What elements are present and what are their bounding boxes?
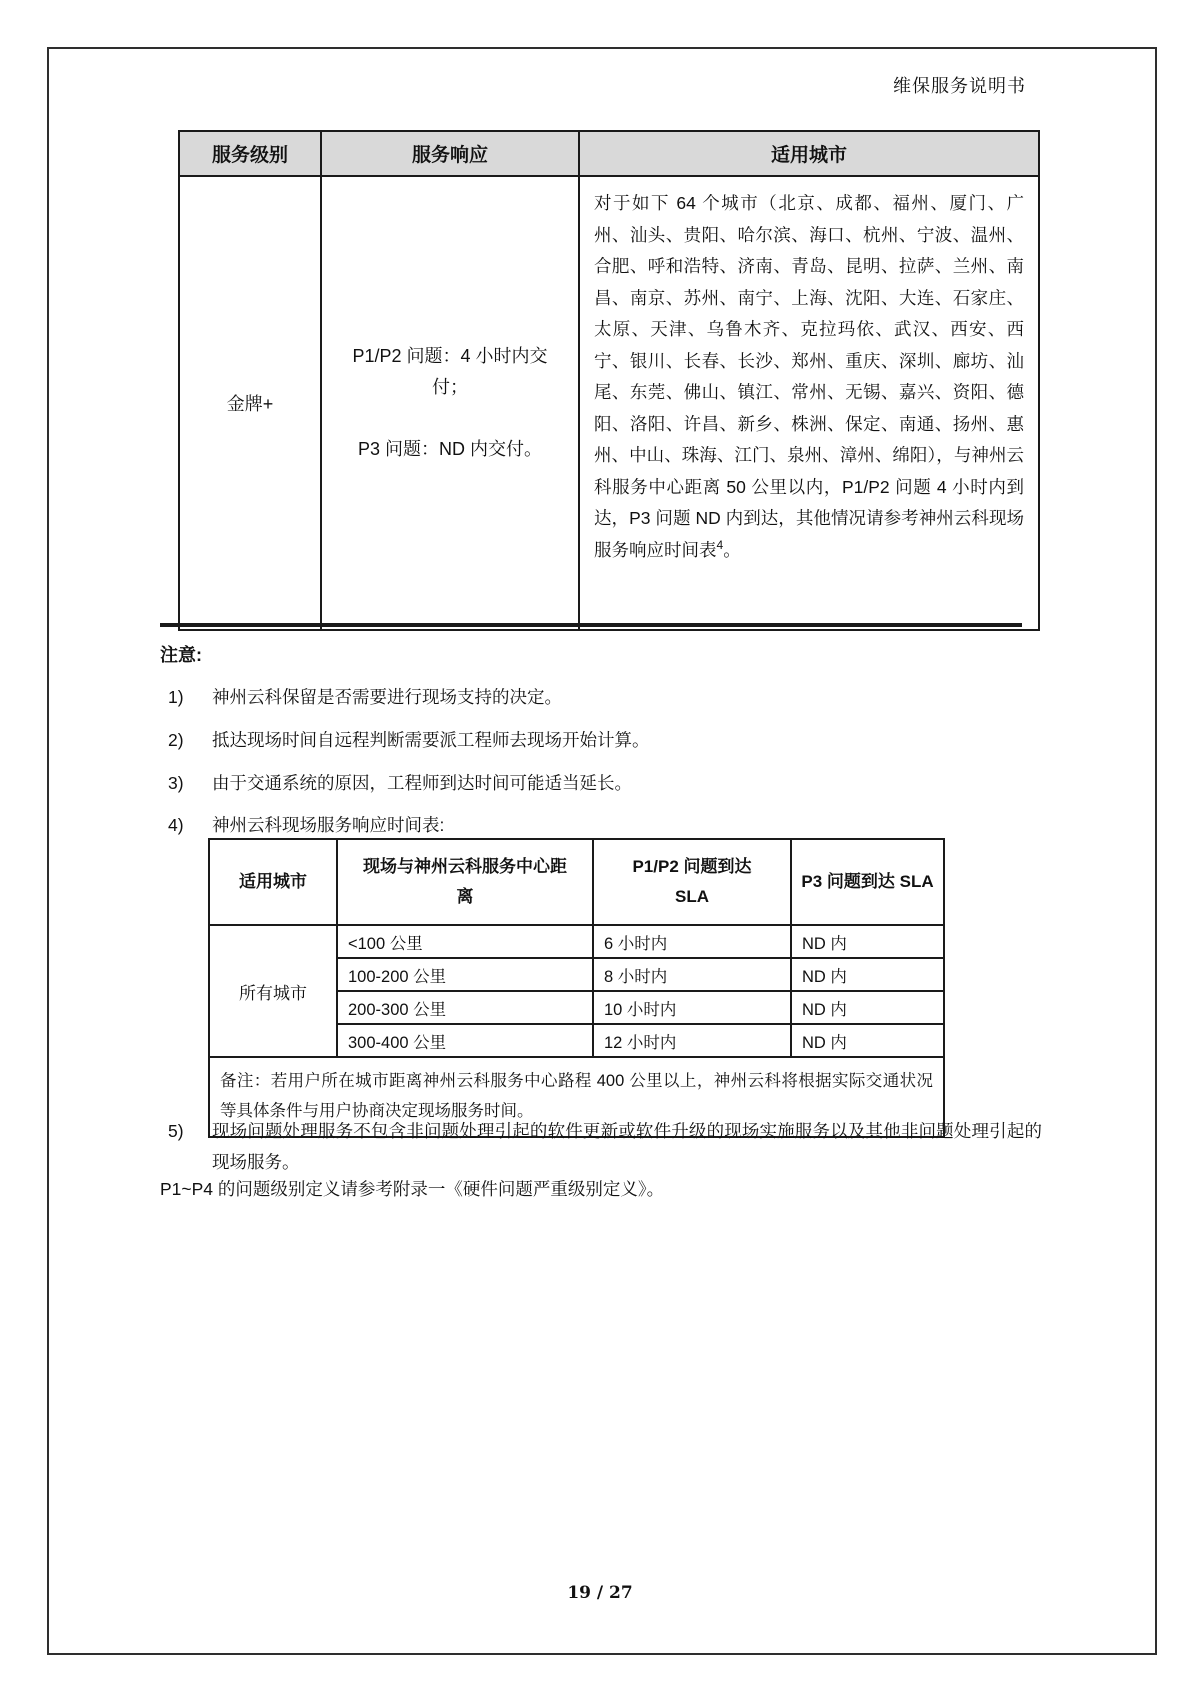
note-text: 神州云科现场服务响应时间表: [212, 815, 445, 835]
note-number: 1) [168, 687, 184, 707]
p12-sla-cell: 12 小时内 [593, 1024, 791, 1057]
note-text: 现场问题处理服务不包含非问题处理引起的软件更新或软件升级的现场实施服务以及其他非问题处理引起的现场服务。 [212, 1121, 1042, 1172]
page-number: 19 / 27 [567, 1583, 633, 1603]
sla-row-1 [209, 925, 944, 958]
note-text: 由于交通系统的原因，工程师到达时间可能适当延长。 [212, 773, 632, 793]
p12-sla-cell: 6 小时内 [593, 925, 791, 958]
header-city: 适用城市 [209, 839, 337, 925]
applicable-cities-cell [579, 176, 1039, 630]
distance-cell: 300-400 公里 [337, 1024, 593, 1057]
document-title-header: 维保服务说明书 [893, 76, 1026, 97]
p3-sla-cell: ND 内 [791, 958, 944, 991]
service-level-table [178, 130, 1040, 631]
p3-sla-cell: ND 内 [791, 1024, 944, 1057]
service-response-cell [321, 176, 579, 630]
footnote-4-marker: 4 [716, 537, 724, 552]
distance-cell: <100 公里 [337, 925, 593, 958]
header-distance: 现场与神州云科服务中心距离 [337, 839, 593, 925]
note-item-5 [168, 1116, 1048, 1178]
note-text: 抵达现场时间自远程判断需要派工程师去现场开始计算。 [212, 730, 650, 750]
note-item-1 [168, 682, 562, 713]
note-number: 5) [168, 1121, 184, 1141]
note-number: 3) [168, 773, 184, 793]
distance-cell: 200-300 公里 [337, 991, 593, 1024]
p3-sla-cell: ND 内 [791, 991, 944, 1024]
remark-cell: 备注：若用户所在城市距离神州云科服务中心路程 400 公里以上，神州云科将根据实际交通状况等具体条件与用户协商决定现场服务时间。 [209, 1057, 944, 1137]
table-row-gold-plus [179, 176, 1039, 630]
note-number: 2) [168, 730, 184, 750]
note-text: 神州云科保留是否需要进行现场支持的决定。 [212, 687, 562, 707]
sla-table-header-row [209, 839, 944, 925]
p12-sla-cell: 8 小时内 [593, 958, 791, 991]
onsite-response-time-table [208, 838, 945, 1138]
response-p3-text: P3 问题：ND 内交付。 [357, 439, 543, 459]
p12-sla-cell: 10 小时内 [593, 991, 791, 1024]
notes-title: 注意: [160, 645, 202, 665]
note-item-4 [168, 810, 444, 841]
header-service-response: 服务响应 [321, 131, 579, 176]
note-item-2 [168, 725, 650, 756]
p3-sla-cell: ND 内 [791, 925, 944, 958]
note-number: 4) [168, 815, 184, 835]
response-p1p2-text: P1/P2 问题：4 小时内交付； [352, 346, 548, 397]
cities-paragraph: 对于如下 64 个城市（北京、成都、福州、厦门、广州、汕头、贵阳、哈尔滨、海口、杭州、宁波、温州、合肥、呼和浩特、济南、青岛、昆明、拉萨、兰州、南昌、南京、苏州、南宁、上海、沈阳、大连、石家庄、太原、天津、乌鲁木齐、克拉玛依、武汉、西安、西宁、银川、长春、长沙、郑州、重庆、深圳、廊坊、汕尾、东莞、佛山、镇江、常州、无锡、嘉兴、资阳、德阳、洛阳、许昌、新乡、株洲、保定、南通、扬州、惠州、中山、珠海、江门、泉州、漳州、绵阳），与神州云科服务中心距离 50 公里以内，P1/P2 问题 4 小时内到达，P3 问题 ND 内到达，其他情况请参考神州云科现场服务响应时间表 [594, 193, 1024, 560]
header-applicable-cities: 适用城市 [579, 131, 1039, 176]
table-header-row [179, 131, 1039, 176]
header-p12-sla: P1/P2 问题到达 SLA [593, 839, 791, 925]
header-p3-sla: P3 问题到达 SLA [791, 839, 944, 925]
p1-p4-definition-note: P1~P4 的问题级别定义请参考附录一《硬件问题严重级别定义》。 [160, 1179, 665, 1199]
distance-cell: 100-200 公里 [337, 958, 593, 991]
city-scope-cell: 所有城市 [209, 925, 337, 1057]
note-item-3 [168, 768, 632, 799]
header-service-level: 服务级别 [179, 131, 321, 176]
section-divider-rule [160, 623, 1022, 627]
service-level-cell: 金牌+ [179, 176, 321, 630]
cities-period: 。 [723, 539, 741, 560]
